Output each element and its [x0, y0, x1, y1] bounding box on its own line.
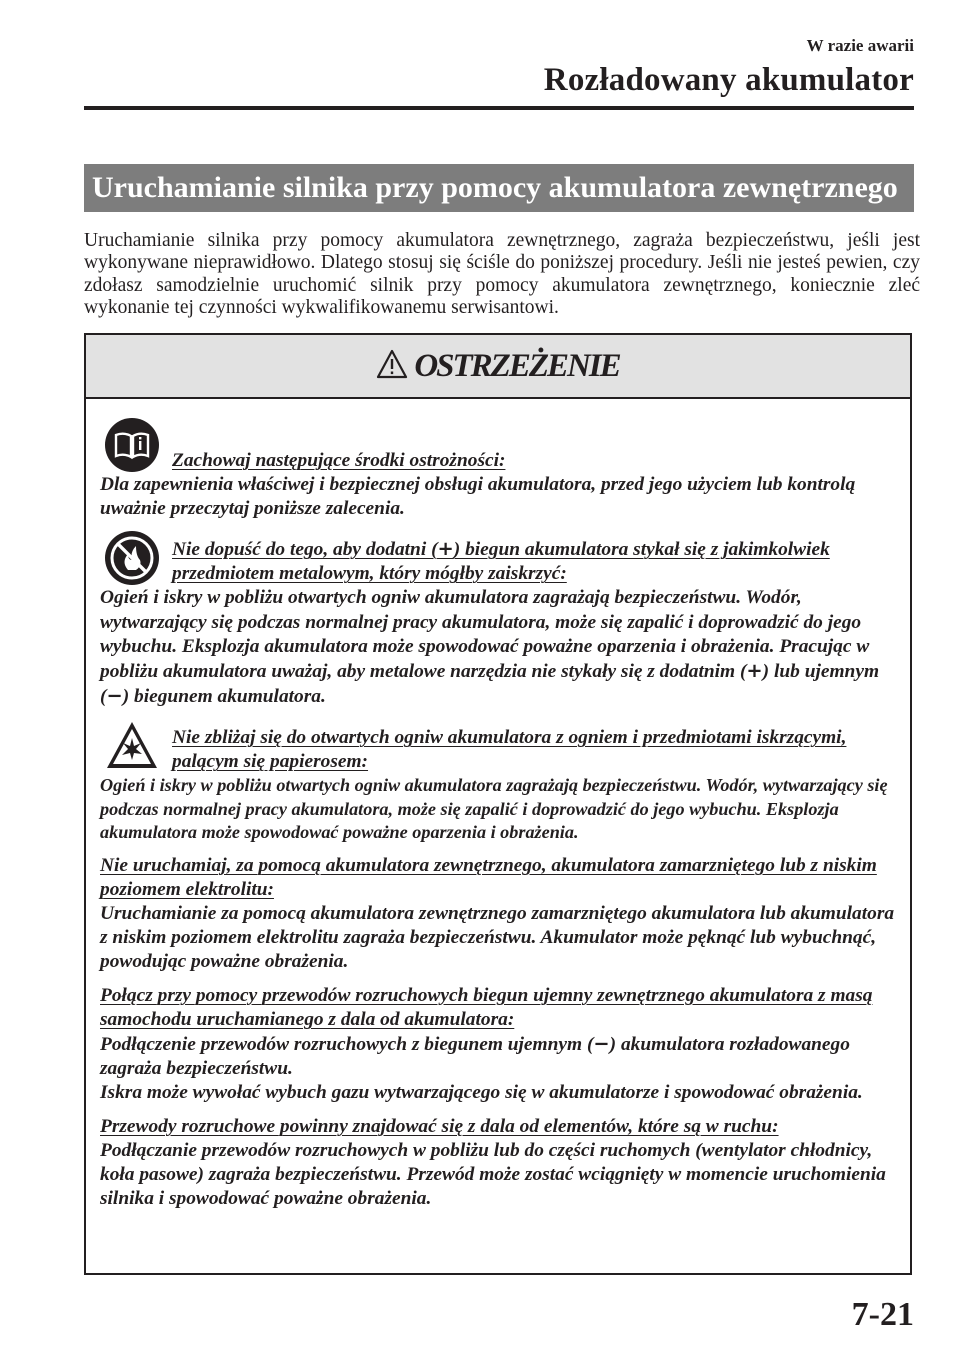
manual-book-icon [104, 417, 160, 473]
warning-item-moving-parts [100, 1115, 896, 1212]
chapter-label: W razie awarii [806, 36, 914, 55]
item-heading: Nie uruchamiaj, za pomocą akumulatora zewnętrznego, akumulatora zamarzniętego lub z niskim poziomem elektrolitu: [100, 854, 877, 900]
item-heading: Zachowaj następujące środki ostrożności: [172, 449, 506, 471]
item-text: Uruchamianie za pomocą akumulatora zewnętrznego zamarzniętego akumulatora lub akumulatora z niskim poziomem elektrolitu zagraża bezpieczeństwu. Akumulator może pęknąć lub wybuchnąć, powodując poważne obrażenia. [100, 903, 895, 973]
item-text: Ogień i iskry w pobliżu otwartych ogniw akumulatora zagrażają bezpieczeństwu. Wodór, wytwarzający się podczas normalnej pracy akumulatora, może się zapalić i doprowadzić do jego wybuchu. Eksplozja akumulatora może spowodować poważne oparzenia i obrażenia. [100, 775, 888, 843]
warning-item-no-flames [100, 718, 896, 844]
warning-body [86, 399, 910, 1211]
warning-title: OSTRZEŻENIE [414, 347, 620, 384]
item-heading: Nie dopuść do tego, aby dodatni (+) biegun akumulatora stykał się z jakimkolwiek przedmiotem metalowym, który mógłby zaiskrzyć: [172, 537, 830, 585]
warning-item-frozen-battery [100, 854, 896, 975]
header-divider [84, 106, 914, 110]
no-fire-icon [104, 530, 160, 586]
item-text: Podłączanie przewodów rozruchowych w pobliżu lub do części ruchomych (wentylator chłodnicy, koła pasowe) zagraża bezpieczeństwu. Przewód może zostać wciągnięty w momencie uruchomienia silnika i spowodować poważne obrażenia. [100, 1139, 886, 1210]
item-heading: Przewody rozruchowe powinny znajdować się z dala od elementów, które są w ruchu: [100, 1115, 779, 1137]
warning-triangle-icon [376, 349, 408, 384]
warning-box [84, 333, 912, 1275]
explosion-warning-icon [104, 718, 160, 774]
warning-item-ground-connection [100, 984, 896, 1106]
item-text: Ogień i iskry w pobliżu otwartych ogniw akumulatora zagrażają bezpieczeństwu. Wodór, wytwarzający się podczas normalnej pracy akumulatora, może się zapalić i doprowadzić do jego wybuchu. Eksplozja akumulatora może spowodować poważne oparzenia i obrażenia. Pracując w pobliżu akumulatora uważaj, aby metalowe narzędzia nie stykały się z dodatnim (+) lub ujemnym (−) biegunem akumulatora. [100, 587, 880, 708]
warning-item-metal-contact [100, 530, 896, 709]
item-heading: Nie zbliżaj się do otwartych ogniw akumulatora z ogniem i przedmiotami iskrzącymi, palącym się papierosem: [172, 727, 847, 773]
item-text: Podłączenie przewodów rozruchowych z biegunem ujemnym (−) akumulatora rozładowanego zagraża bezpieczeństwu. [100, 1032, 850, 1080]
intro-paragraph: Uruchamianie silnika przy pomocy akumulatora zewnętrznego, zagraża bezpieczeństwu, jeśli jest wykonywane nieprawidłowo. Dlatego stosuj się ściśle do poniższej procedury. Jeśli nie jesteś pewien, czy zdołasz samodzielnie uruchomić silnik przy pomocy akumulatora zewnętrznego, koniecznie zleć wykonanie tej czynności wykwalifikowanemu serwisantowi. [84, 230, 920, 319]
page-number: 7-21 [851, 1296, 914, 1333]
warning-header [86, 335, 910, 399]
section-heading: Uruchamianie silnika przy pomocy akumulatora zewnętrznego [84, 164, 914, 212]
item-text-secondary: Iskra może wywołać wybuch gazu wytwarzającego się w akumulatorze i spowodować obrażenia. [100, 1082, 863, 1104]
item-text: Dla zapewnienia właściwej i bezpiecznej obsługi akumulatora, przed jego użyciem lub kontrolą uważnie przeczytaj poniższe zalecenia. [100, 474, 856, 520]
warning-item-read-manual [100, 417, 896, 521]
item-heading: Połącz przy pomocy przewodów rozruchowych biegun ujemny zewnętrznego akumulatora z masą samochodu uruchamianego z dala od akumulatora: [100, 984, 873, 1030]
page-title: Rozładowany akumulator [543, 62, 914, 98]
